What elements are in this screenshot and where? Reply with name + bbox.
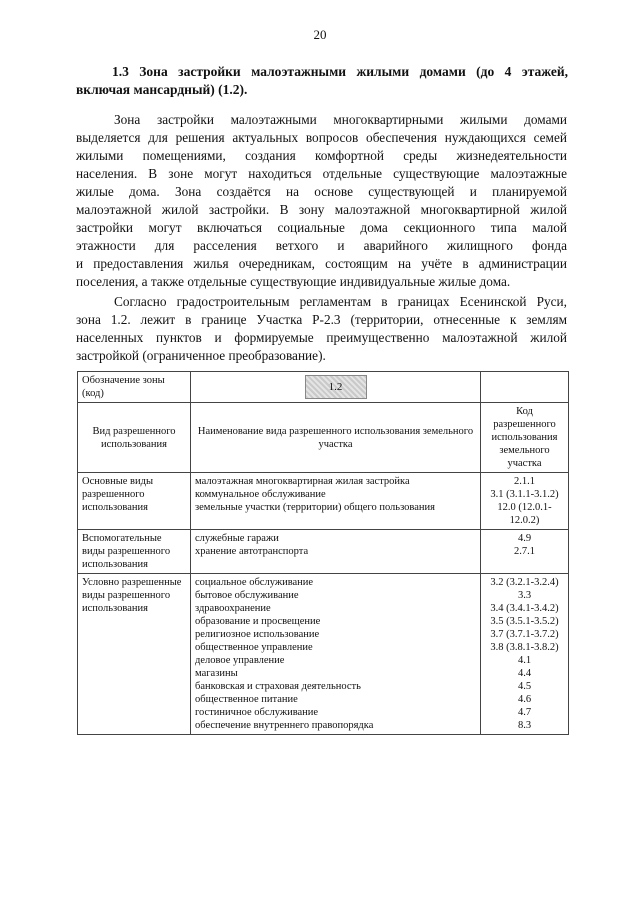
use-code: 8.3 [517, 720, 532, 731]
paragraph-line: Согласно градостроительным регламентам в границах Есенинской Руси, [114, 294, 567, 309]
use-name: хранение автотранспорта [195, 546, 309, 557]
paragraph-line: застройкой (ограниченное преобразование). [76, 348, 326, 363]
use-code: 4.9 [517, 533, 532, 544]
zone-code-cell [191, 372, 481, 403]
header-use-code: Код разрешенного использования земельного участка [481, 403, 569, 473]
paragraph-line: малоэтажной жилой застройки. В зону малоэтажной многоквартирной жилой [76, 202, 567, 217]
use-name: магазины [195, 668, 238, 679]
use-code: 3.8 (3.8.1-3.8.2) [490, 642, 559, 653]
use-code: 4.7 [517, 707, 532, 718]
paragraph-line: выделяется для решения актуальных вопросов обеспечения нуждающихся семей [76, 130, 567, 145]
use-name: бытовое обслуживание [195, 590, 299, 601]
paragraph-line: жилыми помещениями, создания комфортной среды жизнедеятельности [76, 148, 567, 163]
use-codes-cell [481, 574, 569, 735]
paragraph-line: зона 1.2. лежит в границе Участка Р-2.3 (территории, отнесенные к землям [76, 312, 567, 327]
use-names-cell [191, 574, 481, 735]
paragraph-line: населения. В зоне могут находиться отдельные существующие малоэтажные [76, 166, 567, 181]
use-name: коммунальное обслуживание [195, 489, 326, 500]
use-name: общественное питание [195, 694, 298, 705]
paragraph-line: этажности для расселения ветхого и аварийного жилищного фонда [76, 238, 567, 253]
use-code: 3.4 (3.4.1-3.4.2) [490, 603, 559, 614]
use-category-cell: Основные виды разрешенного использования [78, 473, 191, 530]
use-name: религиозное использование [195, 629, 320, 640]
use-name: социальное обслуживание [195, 577, 314, 588]
use-code: 4.5 [517, 681, 532, 692]
use-name: служебные гаражи [195, 533, 279, 544]
use-code: 3.7 (3.7.1-3.7.2) [490, 629, 559, 640]
paragraph-regulations [76, 293, 567, 365]
table-row-zone-code [78, 372, 569, 403]
table-row [78, 530, 569, 574]
use-code: 3.1 (3.1.1-3.1.2) [490, 489, 559, 500]
use-code: 4.6 [517, 694, 532, 705]
use-code: 12.0.2) [509, 515, 540, 526]
table-header-row [78, 403, 569, 473]
use-category-cell: Вспомогательные виды разрешенного использования [78, 530, 191, 574]
section-heading [76, 63, 568, 99]
use-code: 3.3 [517, 590, 532, 601]
use-code: 4.1 [517, 655, 532, 666]
use-code: 2.1.1 [514, 476, 535, 487]
use-codes-cell [481, 530, 569, 574]
use-code: 3.2 (3.2.1-3.2.4) [490, 577, 559, 588]
paragraph-line: поселения, а также отдельные существующие индивидуальные жилые дома. [76, 274, 511, 289]
use-category-cell: Условно разрешенные виды разрешенного использования [78, 574, 191, 735]
empty-cell [481, 372, 569, 403]
zoning-table [77, 371, 569, 735]
page-number: 20 [313, 27, 327, 42]
use-names-cell [191, 530, 481, 574]
section-heading-line: 1.3 Зона застройки малоэтажными жилыми домами (до 4 этажей, [112, 64, 568, 79]
paragraph-line: и предоставления жилья очередникам, состоящим на учёте в администрации [76, 256, 567, 271]
section-heading-line: включая мансардный) (1.2). [76, 82, 248, 97]
paragraph-zone-description [76, 111, 567, 291]
zone-code-badge: 1.2 [305, 375, 367, 399]
paragraph-line: Зона застройки малоэтажными многоквартирными жилыми домами [114, 112, 567, 127]
paragraph-line: жилые дома. Зона создаётся на основе существующей и планируемой [76, 184, 567, 199]
table-row [78, 574, 569, 735]
use-name: обеспечение внутреннего правопорядка [195, 720, 374, 731]
use-codes-cell [481, 473, 569, 530]
paragraph-line: застройки могут включаться социальные дома секционного типа малой [76, 220, 567, 235]
use-code: 4.4 [517, 668, 532, 679]
use-name: образование и просвещение [195, 616, 321, 627]
table-row [78, 473, 569, 530]
header-use-name: Наименование вида разрешенного использования земельного участка [191, 403, 481, 473]
table-groups [78, 473, 569, 735]
use-name: здравоохранение [195, 603, 271, 614]
use-name: деловое управление [195, 655, 285, 666]
use-code: 3.5 (3.5.1-3.5.2) [490, 616, 559, 627]
use-code: 2.7.1 [514, 546, 535, 557]
use-name: банковская и страховая деятельность [195, 681, 361, 692]
use-name: земельные участки (территории) общего пользования [195, 502, 435, 513]
use-names-cell [191, 473, 481, 530]
paragraph-line: населенных пунктов и формируемые преимущественно малоэтажной жилой [76, 330, 567, 345]
use-name: общественное управление [195, 642, 313, 653]
use-code: 12.0 (12.0.1- [497, 502, 552, 513]
use-name: гостиничное обслуживание [195, 707, 319, 718]
zone-label-cell: Обозначение зоны (код) [78, 372, 191, 403]
header-use-type: Вид разрешенного использования [78, 403, 191, 473]
use-name: малоэтажная многоквартирная жилая застройка [195, 476, 410, 487]
